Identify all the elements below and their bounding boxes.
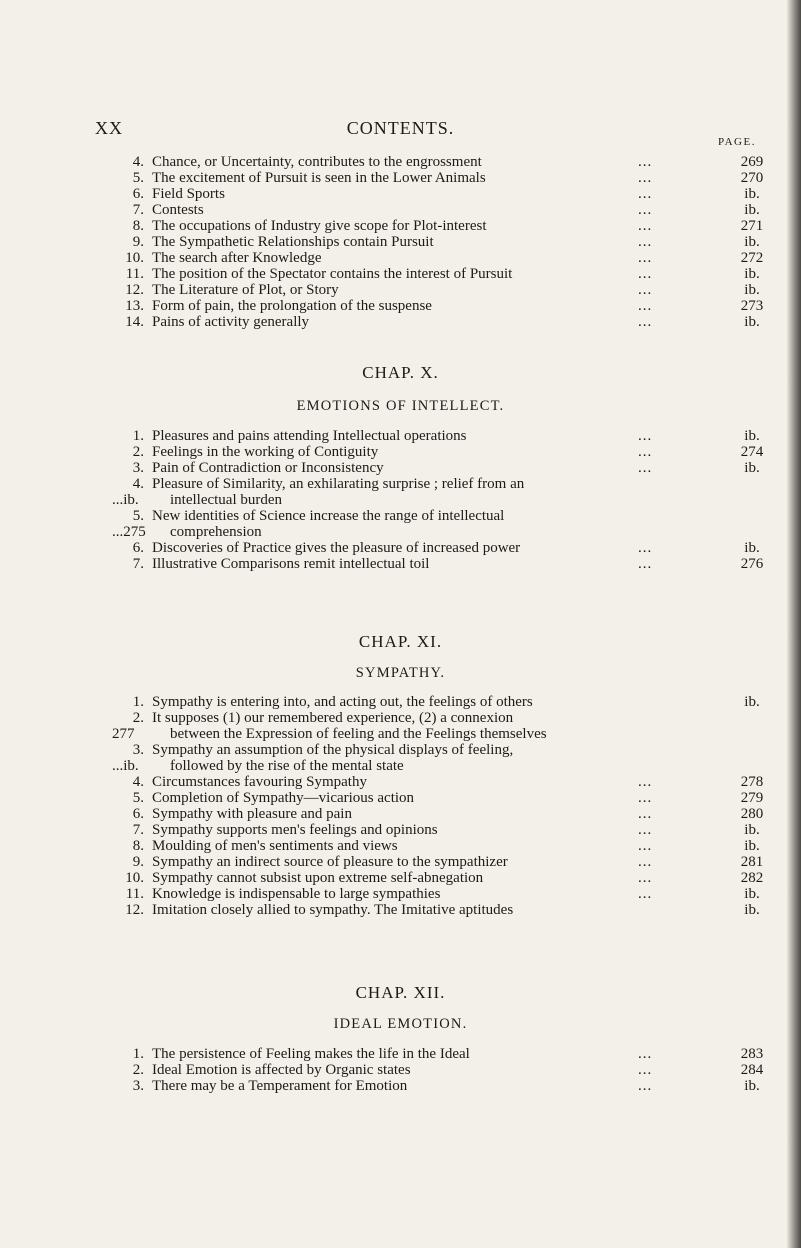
entry-text: It supposes (1) our remembered experience, (2) a connexion xyxy=(152,710,514,726)
entry-number: 7. xyxy=(132,556,144,572)
entry-number: 13. xyxy=(125,298,144,314)
toc-entry xyxy=(112,556,777,572)
leader-dots: ... xyxy=(638,460,653,476)
entry-number: 6. xyxy=(132,806,144,822)
entry-number: 7. xyxy=(132,202,144,218)
toc-entry xyxy=(112,202,777,218)
entry-number: 8. xyxy=(132,838,144,854)
entry-text: New identities of Science increase the range of intellectual xyxy=(152,508,505,524)
entry-number: 4. xyxy=(132,774,144,790)
leader-dots: ... xyxy=(638,1062,653,1078)
toc-entry xyxy=(112,854,777,870)
entry-text: The excitement of Pursuit is seen in the Lower Animals xyxy=(152,170,486,186)
toc-entry xyxy=(112,234,777,250)
entry-number: 4. xyxy=(132,476,144,492)
running-header xyxy=(0,118,801,142)
entry-text: Illustrative Comparisons remit intellectual toil xyxy=(152,556,430,572)
entry-number: 3. xyxy=(132,742,144,758)
entry-text: There may be a Temperament for Emotion xyxy=(152,1078,408,1094)
leader-dots: ... xyxy=(638,250,653,266)
entry-text: Sympathy cannot subsist upon extreme self-abnegation xyxy=(152,870,484,886)
toc-entry xyxy=(112,266,777,282)
entry-page-number: 275 xyxy=(123,524,146,540)
entry-page-number: 278 xyxy=(740,774,764,790)
entry-page-number: 282 xyxy=(740,870,764,886)
toc-entry-continuation xyxy=(112,726,777,742)
entry-text: Sympathy is entering into, and acting out, the feelings of others xyxy=(152,694,533,710)
page-number: XX xyxy=(95,118,123,138)
entry-text: Pains of activity generally xyxy=(152,314,310,330)
entry-page-number: ib. xyxy=(744,1078,760,1094)
toc-entry xyxy=(112,170,777,186)
entry-number: 9. xyxy=(132,234,144,250)
toc-entry-continuation xyxy=(112,758,777,774)
toc-entry xyxy=(112,476,777,492)
entry-text: Sympathy supports men's feelings and opinions xyxy=(152,822,438,838)
entry-number: 11. xyxy=(125,266,144,282)
entry-page-number: 273 xyxy=(740,298,764,314)
leader-dots: ... xyxy=(112,524,124,540)
leader-dots: ... xyxy=(638,1078,653,1094)
entry-text: Imitation closely allied to sympathy. The Imitative aptitudes xyxy=(152,902,514,918)
entry-page-number: 272 xyxy=(740,250,764,266)
entry-number: 9. xyxy=(132,854,144,870)
entry-page-number: 284 xyxy=(740,1062,764,1078)
running-title: CONTENTS. xyxy=(346,118,455,138)
leader-dots: ... xyxy=(638,444,653,460)
entry-number: 14. xyxy=(125,314,144,330)
chapter-heading: CHAP. X. xyxy=(362,363,439,382)
entry-number: 10. xyxy=(125,250,144,266)
leader-dots: ... xyxy=(638,774,653,790)
leader-dots: ... xyxy=(638,218,653,234)
page-edge-shadow xyxy=(787,0,801,1248)
entry-page-number: ib. xyxy=(744,694,760,710)
leader-dots: ... xyxy=(638,186,653,202)
entry-page-number: 274 xyxy=(740,444,764,460)
entry-page-number: ib. xyxy=(744,202,760,218)
entry-text: between the Expression of feeling and the Feelings themselves xyxy=(170,726,547,742)
toc-entry xyxy=(112,1062,777,1078)
entry-number: 6. xyxy=(132,540,144,556)
entry-number: 3. xyxy=(132,1078,144,1094)
toc-entry xyxy=(112,838,777,854)
entry-text: Form of pain, the prolongation of the suspense xyxy=(152,298,432,314)
entry-page-number: ib. xyxy=(744,902,760,918)
toc-entry xyxy=(112,806,777,822)
entry-number: 1. xyxy=(132,428,144,444)
toc-entry xyxy=(112,774,777,790)
entry-page-number: 269 xyxy=(740,154,764,170)
entry-text: Contests xyxy=(152,202,204,218)
entry-page-number: 281 xyxy=(740,854,764,870)
toc-entry xyxy=(112,508,777,524)
leader-dots: ... xyxy=(112,492,124,508)
leader-dots: ... xyxy=(638,170,653,186)
entry-text: Circumstances favouring Sympathy xyxy=(152,774,367,790)
toc-entry xyxy=(112,870,777,886)
toc-entry xyxy=(112,886,777,902)
leader-dots: ... xyxy=(638,854,653,870)
entry-number: 1. xyxy=(132,694,144,710)
leader-dots: ... xyxy=(638,886,653,902)
entry-page-number: 280 xyxy=(740,806,764,822)
toc-entry xyxy=(112,742,777,758)
entry-text: Ideal Emotion is affected by Organic states xyxy=(152,1062,411,1078)
page-column-label: PAGE. xyxy=(718,136,756,148)
contents-list-chapter-12 xyxy=(112,1046,777,1094)
entry-page-number: 270 xyxy=(740,170,764,186)
chapter-heading: CHAP. XII. xyxy=(355,983,446,1002)
entry-number: 8. xyxy=(132,218,144,234)
toc-entry xyxy=(112,444,777,460)
toc-entry xyxy=(112,694,777,710)
leader-dots: ... xyxy=(638,202,653,218)
entry-number: 10. xyxy=(125,870,144,886)
entry-number: 2. xyxy=(132,444,144,460)
leader-dots: ... xyxy=(638,282,653,298)
leader-dots: ... xyxy=(638,790,653,806)
entry-number: 2. xyxy=(132,710,144,726)
entry-text: The Literature of Plot, or Story xyxy=(152,282,339,298)
entry-page-number: ib. xyxy=(744,234,760,250)
entry-number: 5. xyxy=(132,790,144,806)
leader-dots: ... xyxy=(638,428,653,444)
entry-text: Sympathy an assumption of the physical displays of feeling, xyxy=(152,742,514,758)
entry-page-number: ib. xyxy=(123,492,139,508)
entry-text: Moulding of men's sentiments and views xyxy=(152,838,398,854)
entry-page-number: ib. xyxy=(744,822,760,838)
entry-text: Field Sports xyxy=(152,186,225,202)
leader-dots: ... xyxy=(638,540,653,556)
entry-text: Pleasure of Similarity, an exhilarating surprise ; relief from an xyxy=(152,476,525,492)
entry-number: 5. xyxy=(132,170,144,186)
entry-page-number: ib. xyxy=(744,460,760,476)
entry-page-number: 277 xyxy=(112,726,135,742)
entry-text: Pain of Contradiction or Inconsistency xyxy=(152,460,384,476)
entry-text: Pleasures and pains attending Intellectual operations xyxy=(152,428,467,444)
entry-text: The position of the Spectator contains the interest of Pursuit xyxy=(152,266,513,282)
toc-entry xyxy=(112,460,777,476)
entry-number: 4. xyxy=(132,154,144,170)
toc-entry-continuation xyxy=(112,524,777,540)
entry-number: 12. xyxy=(125,902,144,918)
entry-page-number: ib. xyxy=(744,428,760,444)
entry-number: 6. xyxy=(132,186,144,202)
toc-entry xyxy=(112,1078,777,1094)
contents-list-chapter-10 xyxy=(112,428,777,572)
leader-dots: ... xyxy=(638,154,653,170)
contents-list-chapter-11 xyxy=(112,694,777,918)
entry-page-number: ib. xyxy=(744,886,760,902)
toc-entry xyxy=(112,282,777,298)
entry-page-number: 271 xyxy=(740,218,764,234)
chapter-subtitle: IDEAL EMOTION. xyxy=(333,1016,468,1032)
toc-entry-continuation xyxy=(112,492,777,508)
leader-dots: ... xyxy=(638,822,653,838)
toc-entry xyxy=(112,1046,777,1062)
leader-dots: ... xyxy=(638,556,653,572)
entry-text: Discoveries of Practice gives the pleasure of increased power xyxy=(152,540,521,556)
entry-number: 12. xyxy=(125,282,144,298)
toc-entry xyxy=(112,314,777,330)
entry-number: 3. xyxy=(132,460,144,476)
entry-text: Sympathy with pleasure and pain xyxy=(152,806,352,822)
entry-text: The occupations of Industry give scope for Plot-interest xyxy=(152,218,487,234)
entry-page-number: 283 xyxy=(740,1046,764,1062)
leader-dots: ... xyxy=(638,298,653,314)
entry-number: 1. xyxy=(132,1046,144,1062)
entry-page-number: ib. xyxy=(744,282,760,298)
toc-entry xyxy=(112,218,777,234)
entry-text: followed by the rise of the mental state xyxy=(170,758,404,774)
entry-page-number: 279 xyxy=(740,790,764,806)
toc-entry xyxy=(112,822,777,838)
entry-page-number: ib. xyxy=(744,266,760,282)
toc-entry xyxy=(112,428,777,444)
leader-dots: ... xyxy=(638,870,653,886)
leader-dots: ... xyxy=(638,1046,653,1062)
entry-text: The persistence of Feeling makes the life in the Ideal xyxy=(152,1046,470,1062)
leader-dots: ... xyxy=(638,314,653,330)
entry-text: Chance, or Uncertainty, contributes to the engrossment xyxy=(152,154,482,170)
entry-page-number: ib. xyxy=(744,186,760,202)
entry-page-number: ib. xyxy=(123,758,139,774)
toc-entry xyxy=(112,186,777,202)
entry-page-number: ib. xyxy=(744,314,760,330)
entry-page-number: ib. xyxy=(744,540,760,556)
entry-number: 2. xyxy=(132,1062,144,1078)
chapter-subtitle: SYMPATHY. xyxy=(355,665,446,681)
toc-entry xyxy=(112,250,777,266)
entry-page-number: ib. xyxy=(744,838,760,854)
entry-text: Completion of Sympathy—vicarious action xyxy=(152,790,415,806)
entry-page-number: 276 xyxy=(740,556,764,572)
entry-number: 11. xyxy=(125,886,144,902)
contents-list-section-1 xyxy=(112,154,777,330)
toc-entry xyxy=(112,540,777,556)
toc-entry xyxy=(112,154,777,170)
toc-entry xyxy=(112,790,777,806)
leader-dots: ... xyxy=(638,234,653,250)
toc-entry xyxy=(112,298,777,314)
toc-entry xyxy=(112,710,777,726)
entry-text: intellectual burden xyxy=(170,492,283,508)
entry-number: 5. xyxy=(132,508,144,524)
entry-text: The search after Knowledge xyxy=(152,250,322,266)
entry-text: comprehension xyxy=(170,524,262,540)
entry-text: Knowledge is indispensable to large sympathies xyxy=(152,886,441,902)
leader-dots: ... xyxy=(638,806,653,822)
leader-dots: ... xyxy=(112,758,124,774)
entry-text: Sympathy an indirect source of pleasure to the sympathizer xyxy=(152,854,508,870)
chapter-subtitle: EMOTIONS OF INTELLECT. xyxy=(296,398,505,414)
chapter-heading: CHAP. XI. xyxy=(358,632,443,651)
entry-text: Feelings in the working of Contiguity xyxy=(152,444,379,460)
leader-dots: ... xyxy=(638,838,653,854)
entry-number: 7. xyxy=(132,822,144,838)
entry-text: The Sympathetic Relationships contain Pursuit xyxy=(152,234,434,250)
leader-dots: ... xyxy=(638,266,653,282)
toc-entry xyxy=(112,902,777,918)
